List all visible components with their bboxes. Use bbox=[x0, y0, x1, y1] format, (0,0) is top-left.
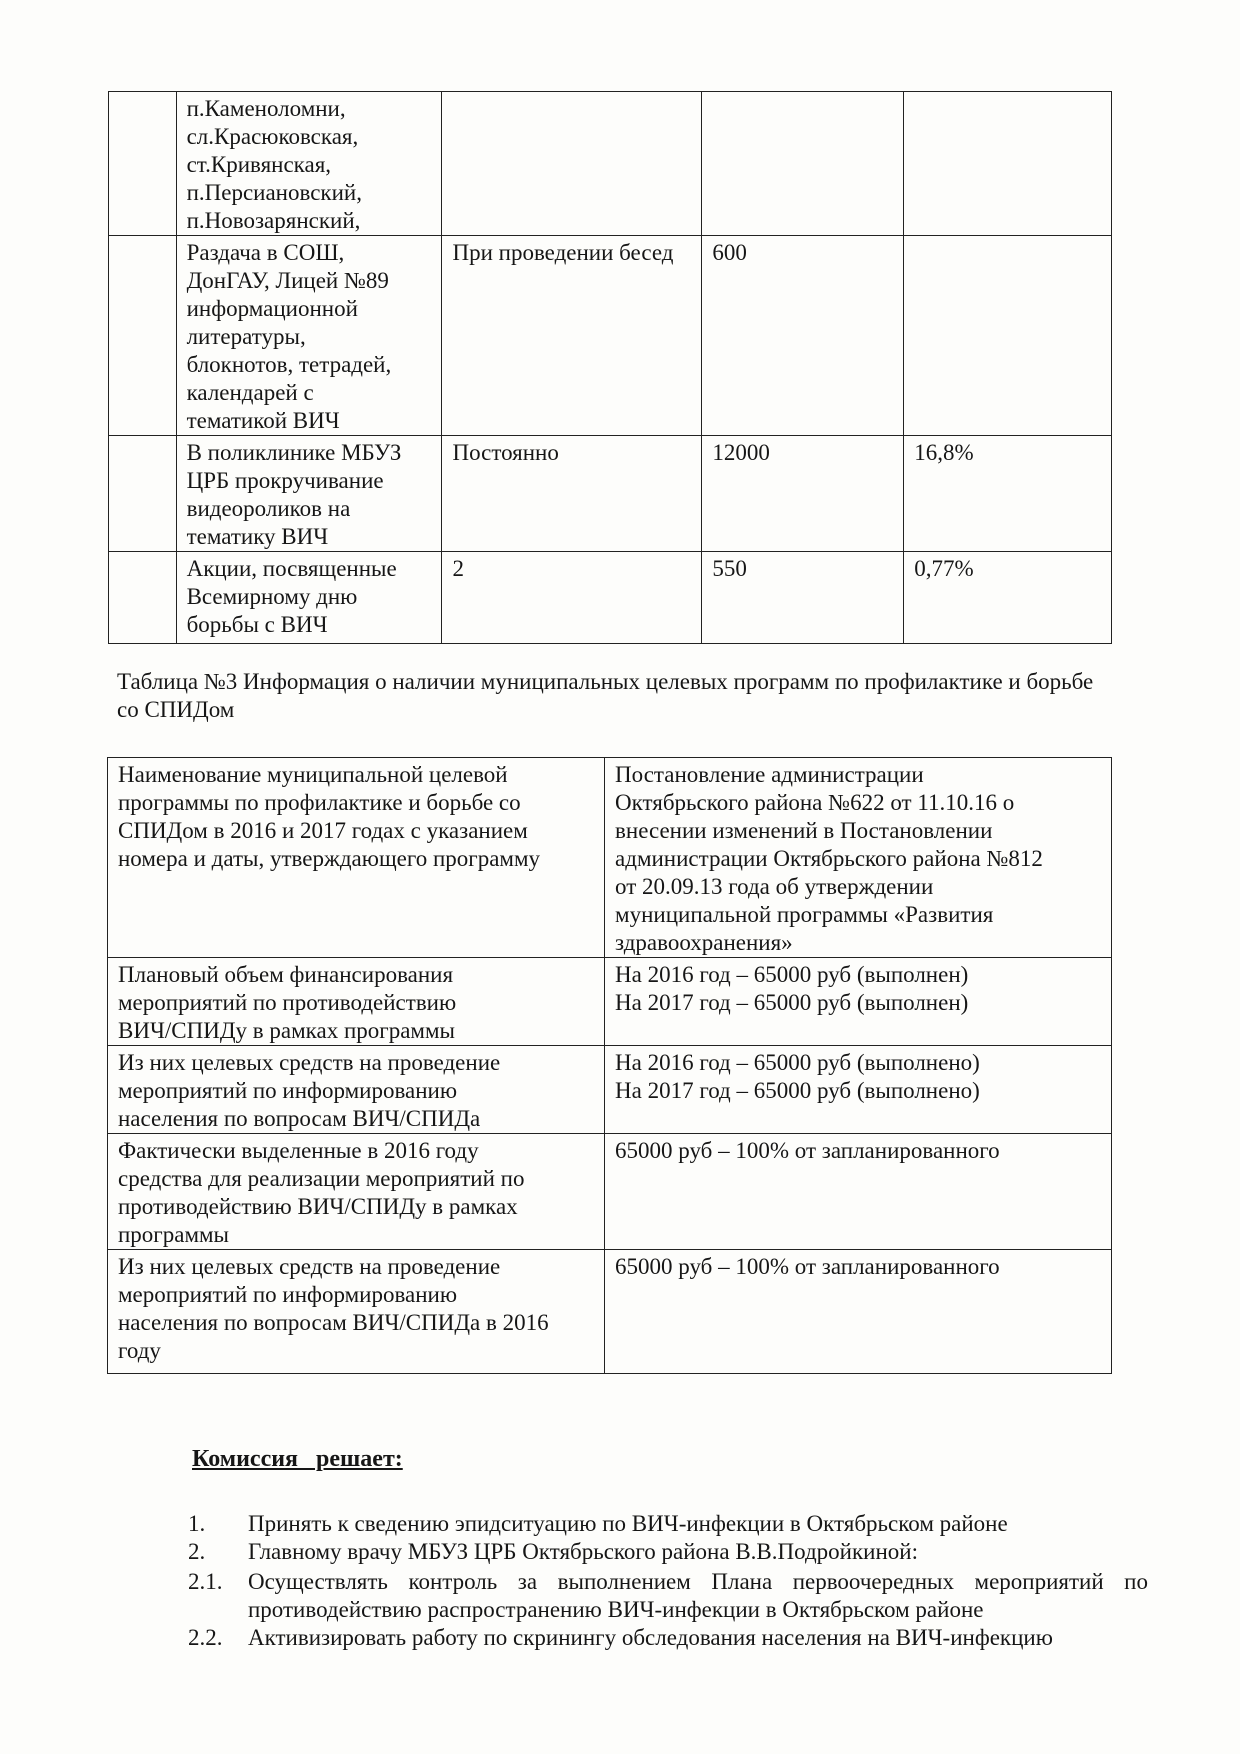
table-cell bbox=[109, 92, 177, 236]
table-cell: В поликлинике МБУЗ ЦРБ прокручивание видеороликов на тематику ВИЧ bbox=[176, 436, 442, 552]
item-number: 2.2. bbox=[188, 1625, 223, 1650]
table3-caption: Таблица №3 Информация о наличии муниципальных целевых программ по профилактике и борьбе со СПИДом bbox=[117, 669, 1094, 722]
table-cell: 65000 руб – 100% от запланированного bbox=[605, 1250, 1112, 1374]
table-cell: На 2016 год – 65000 руб (выполнено) На 2017 год – 65000 руб (выполнено) bbox=[605, 1046, 1112, 1134]
table-cell: 12000 bbox=[702, 436, 904, 552]
table-cell: Из них целевых средств на проведение мероприятий по информированию населения по вопросам ВИЧ/СПИДа в 2016 году bbox=[108, 1250, 605, 1374]
item-number: 1. bbox=[188, 1511, 206, 1536]
table-cell: 600 bbox=[702, 236, 904, 436]
item-text: Осуществлять контроль за выполнением Плана первоочередных мероприятий по bbox=[248, 1569, 1148, 1594]
table-cell: Постоянно bbox=[442, 436, 702, 552]
table-row bbox=[108, 1046, 1112, 1134]
table-cell: 550 bbox=[702, 552, 904, 644]
table-cell: Из них целевых средств на проведение мероприятий по информированию населения по вопросам ВИЧ/СПИДа bbox=[108, 1046, 605, 1134]
table-cell bbox=[904, 236, 1112, 436]
table-row bbox=[108, 758, 1112, 958]
decision-heading: Комиссия решает: bbox=[192, 1446, 403, 1472]
activities-table bbox=[108, 91, 1112, 644]
table-cell bbox=[109, 436, 177, 552]
table-cell: Плановый объем финансирования мероприятий по противодействию ВИЧ/СПИДу в рамках программы bbox=[108, 958, 605, 1046]
table-cell: 2 bbox=[442, 552, 702, 644]
item-number: 2.1. bbox=[188, 1569, 223, 1594]
table-cell: На 2016 год – 65000 руб (выполнен) На 2017 год – 65000 руб (выполнен) bbox=[605, 958, 1112, 1046]
table-cell: 65000 руб – 100% от запланированного bbox=[605, 1134, 1112, 1250]
item-number: 2. bbox=[188, 1539, 206, 1564]
table-row bbox=[108, 1250, 1112, 1374]
table-row bbox=[108, 1134, 1112, 1250]
table-cell bbox=[702, 92, 904, 236]
table-cell bbox=[442, 92, 702, 236]
table-cell: При проведении бесед bbox=[442, 236, 702, 436]
table-cell: Фактически выделенные в 2016 году средства для реализации мероприятий по противодействию ВИЧ/СПИДу в рамках программы bbox=[108, 1134, 605, 1250]
programs-table bbox=[107, 757, 1112, 1374]
table-row bbox=[108, 958, 1112, 1046]
table-cell: 16,8% bbox=[904, 436, 1112, 552]
table-cell: Раздача в СОШ, ДонГАУ, Лицей №89 информационной литературы, блокнотов, тетрадей, календарей с тематикой ВИЧ bbox=[176, 236, 442, 436]
table-cell: Постановление администрации Октябрьского района №622 от 11.10.16 о внесении изменений в Постановлении администрации Октябрьского района №812 от 20.09.13 года об утверждении муниципальной программы «Развития здравоохранения» bbox=[605, 758, 1112, 958]
table-row bbox=[109, 236, 1112, 436]
table-cell bbox=[109, 552, 177, 644]
table-cell: Акции, посвященные Всемирному дню борьбы с ВИЧ bbox=[176, 552, 442, 644]
table-cell bbox=[904, 92, 1112, 236]
item-text: Принять к сведению эпидситуацию по ВИЧ-инфекции в Октябрьском районе bbox=[248, 1511, 1008, 1536]
table-cell: Наименование муниципальной целевой программы по профилактике и борьбе со СПИДом в 2016 и 2017 годах с указанием номера и даты, утверждающего программу bbox=[108, 758, 605, 958]
table-cell: п.Каменоломни, сл.Красюковская, ст.Кривянская, п.Персиановский, п.Новозарянский, bbox=[176, 92, 442, 236]
table-cell: 0,77% bbox=[904, 552, 1112, 644]
table-row bbox=[109, 92, 1112, 236]
table-row bbox=[109, 436, 1112, 552]
item-text: Главному врачу МБУЗ ЦРБ Октябрьского района В.В.Подройкиной: bbox=[248, 1539, 918, 1564]
table-row bbox=[109, 552, 1112, 644]
table-cell bbox=[109, 236, 177, 436]
item-text: Активизировать работу по скринингу обследования населения на ВИЧ-инфекцию bbox=[248, 1625, 1053, 1650]
item-text: противодействию распространению ВИЧ-инфекции в Октябрьском районе bbox=[248, 1597, 984, 1622]
